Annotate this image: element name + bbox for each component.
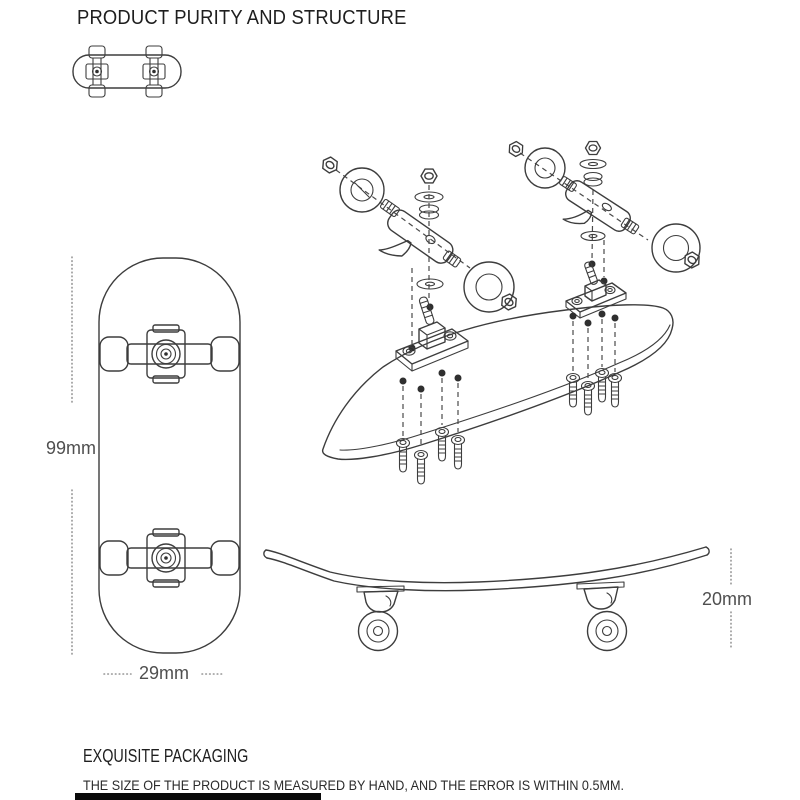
mounting-screws xyxy=(397,428,465,485)
width-dimension-label: 29mm xyxy=(139,663,190,683)
wheel xyxy=(340,168,384,212)
wheel xyxy=(359,612,398,651)
kingpin-stack xyxy=(409,169,444,351)
page-title: PRODUCT PURITY AND STRUCTURE xyxy=(77,7,407,29)
wheel xyxy=(525,148,565,188)
truck-hanger xyxy=(371,207,456,286)
kingpin-bolt xyxy=(419,296,435,325)
fingerboard-side-view-diagram xyxy=(264,547,731,651)
axle-thread xyxy=(443,250,462,267)
wheel xyxy=(211,337,239,371)
fingerboard-thumbnail-icon xyxy=(73,46,181,97)
footer-note: THE SIZE OF THE PRODUCT IS MEASURED BY HAND, AND THE ERROR IS WITHIN 0.5MM. xyxy=(83,777,624,793)
exploded-rear-truck xyxy=(506,139,702,284)
rear-baseplate xyxy=(566,261,626,415)
wheel xyxy=(211,541,239,575)
wheel xyxy=(588,612,627,651)
wheel xyxy=(464,262,520,312)
exploded-front-truck xyxy=(319,155,519,352)
rear-truck xyxy=(100,529,239,587)
footer-heading: EXQUISITE PACKAGING xyxy=(83,746,249,766)
axle-thread xyxy=(559,176,577,192)
wheel xyxy=(100,337,128,371)
height-dimension-label: 20mm xyxy=(702,589,753,609)
wheel xyxy=(100,541,128,575)
fingerboard-top-view-diagram xyxy=(72,257,240,674)
axle-thread xyxy=(621,217,640,234)
front-truck-side xyxy=(357,586,404,651)
exploded-assembly-diagram xyxy=(319,139,702,484)
front-baseplate xyxy=(396,296,468,484)
axle-nut xyxy=(319,155,340,175)
bottom-black-bar xyxy=(75,793,321,800)
wheel xyxy=(652,224,702,272)
deck-outline xyxy=(99,258,240,653)
front-truck xyxy=(100,325,239,383)
length-dimension-label: 99mm xyxy=(46,438,97,458)
deck-perspective xyxy=(323,305,673,460)
rear-truck-side xyxy=(577,582,627,651)
